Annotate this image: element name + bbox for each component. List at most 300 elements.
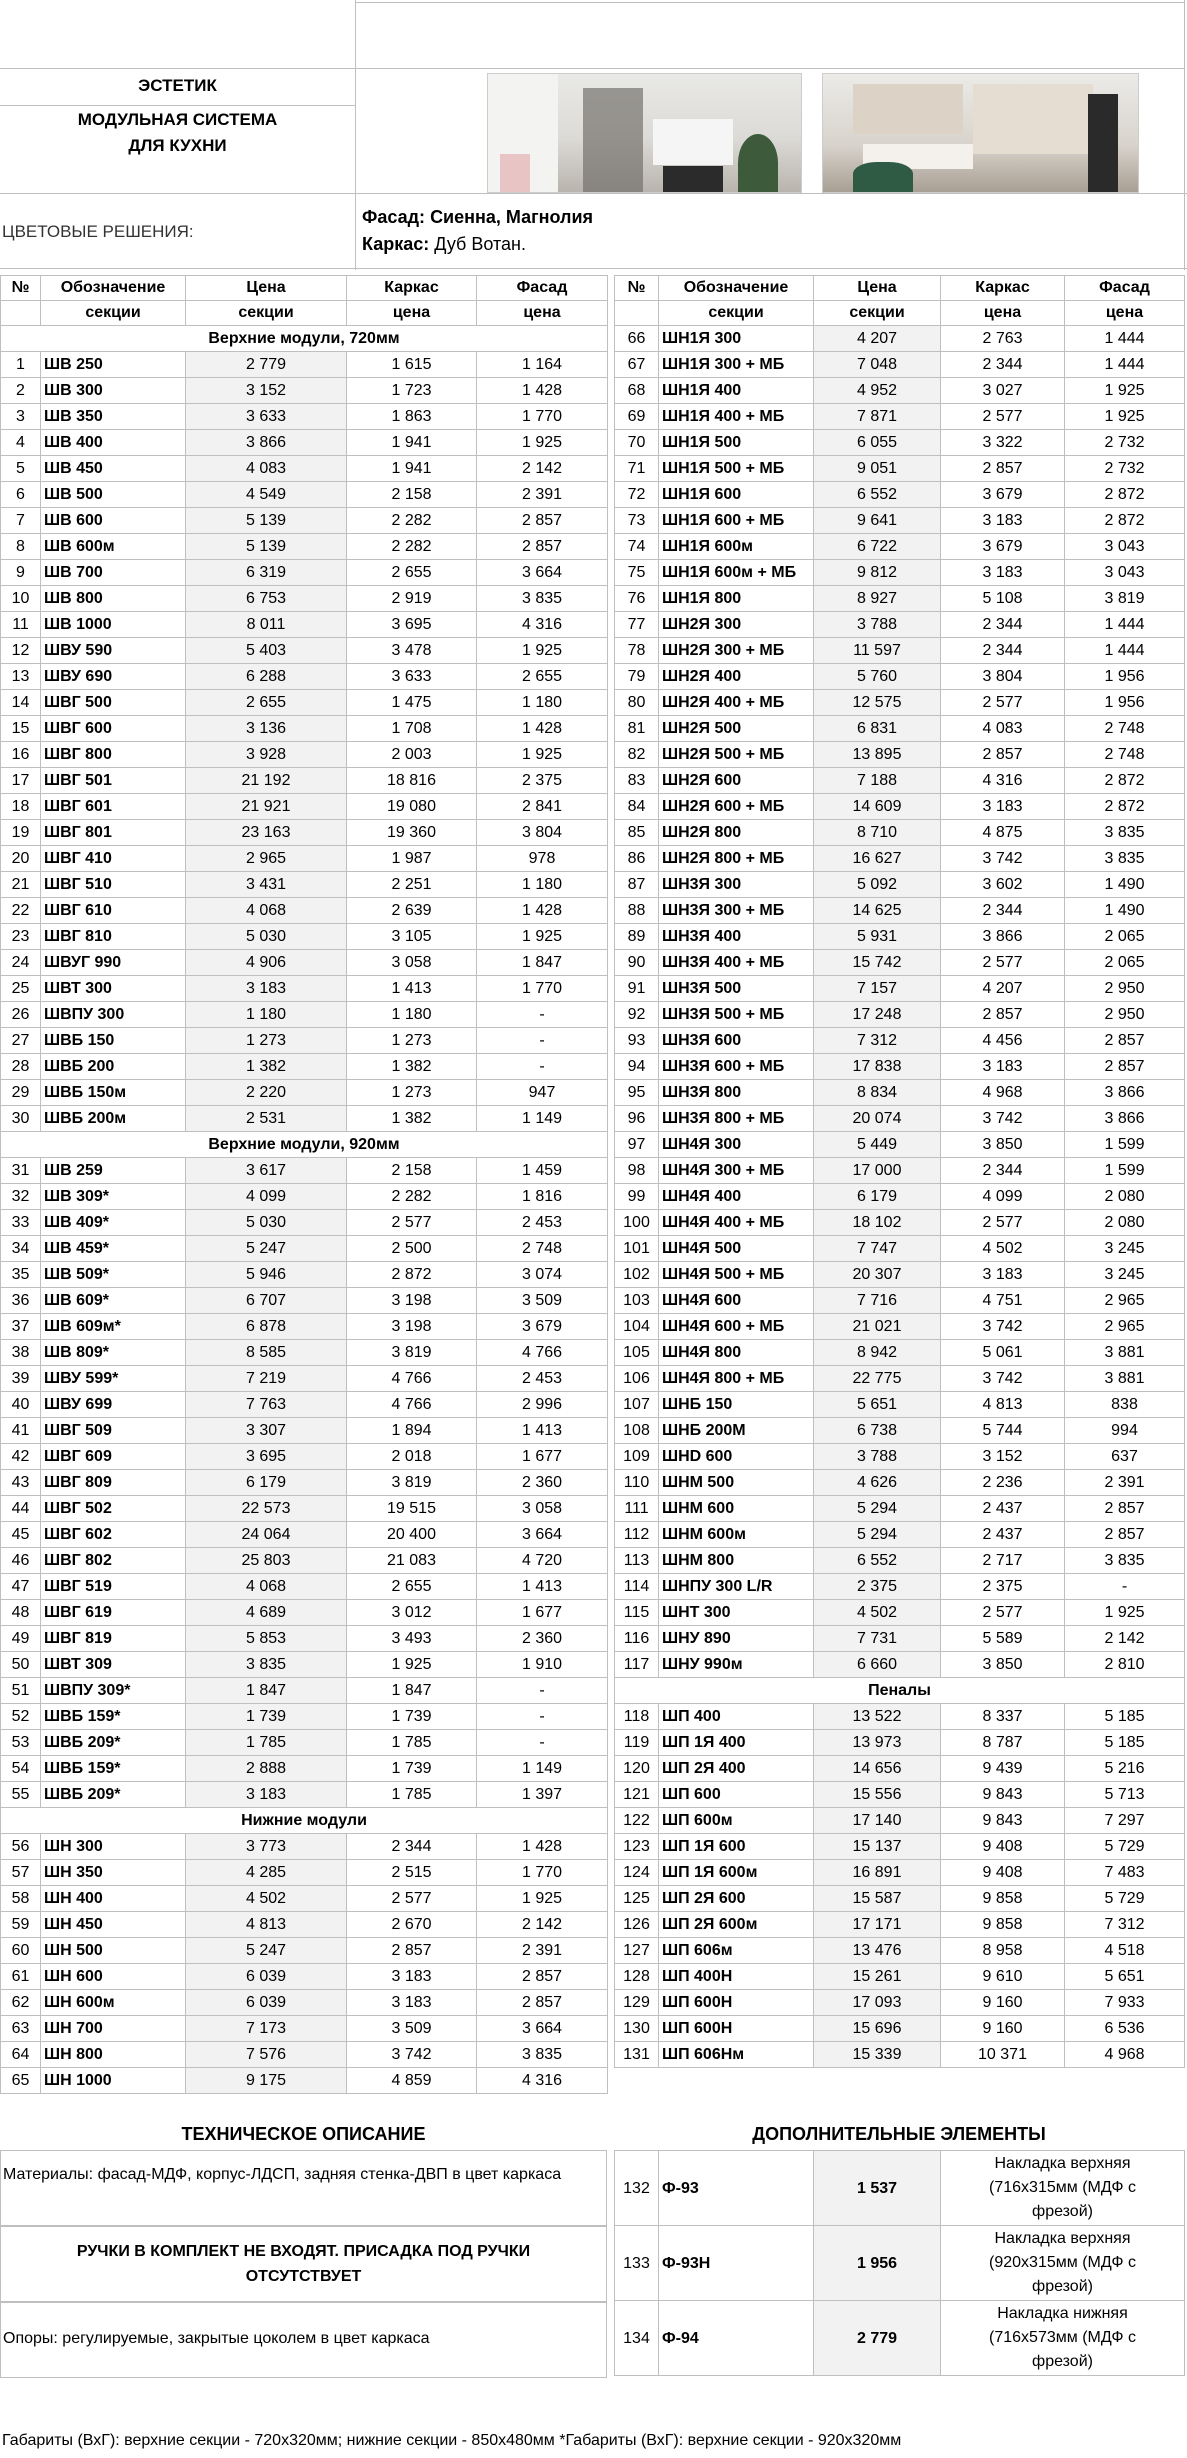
section-code: ШН2Я 300 + МБ — [659, 638, 814, 664]
row-number: 127 — [615, 1938, 659, 1964]
row-number: 49 — [1, 1626, 41, 1652]
facade-price: 2 655 — [477, 664, 608, 690]
section-price: 4 813 — [186, 1912, 347, 1938]
section-price: 6 660 — [814, 1652, 941, 1678]
section-price: 17 140 — [814, 1808, 941, 1834]
frame-price: 2 577 — [941, 950, 1065, 976]
section-title: Пеналы — [615, 1678, 1185, 1704]
table-row — [615, 1470, 1185, 1496]
table-row — [615, 1652, 1185, 1678]
row-number: 11 — [1, 612, 41, 638]
table-row — [615, 1704, 1185, 1730]
frame-price: 3 322 — [941, 430, 1065, 456]
table-row — [615, 638, 1185, 664]
section-price: 7 763 — [186, 1392, 347, 1418]
section-price: 6 831 — [814, 716, 941, 742]
frame-price: 3 198 — [347, 1288, 477, 1314]
frame-price: 1 615 — [347, 352, 477, 378]
section-price: 24 064 — [186, 1522, 347, 1548]
row-number: 58 — [1, 1886, 41, 1912]
extra-description-line: (716x315мм (МДФ с — [989, 2179, 1136, 2196]
frame-price: 3 742 — [941, 1106, 1065, 1132]
table-row — [1, 690, 608, 716]
section-price: 17 838 — [814, 1054, 941, 1080]
section-code: ШН2Я 800 — [659, 820, 814, 846]
section-code: ШП 1Я 400 — [659, 1730, 814, 1756]
section-code: ШВПУ 309* — [41, 1678, 186, 1704]
row-number: 67 — [615, 352, 659, 378]
header-facade: Фасад — [1065, 276, 1185, 301]
facade-price: 1 925 — [477, 742, 608, 768]
section-price: 22 775 — [814, 1366, 941, 1392]
section-price: 17 171 — [814, 1912, 941, 1938]
section-price: 11 597 — [814, 638, 941, 664]
row-number: 101 — [615, 1236, 659, 1262]
section-price: 21 021 — [814, 1314, 941, 1340]
table-row — [1, 1522, 608, 1548]
table-row — [1, 560, 608, 586]
row-number: 107 — [615, 1392, 659, 1418]
row-number: 54 — [1, 1756, 41, 1782]
facade-price: 1 490 — [1065, 872, 1185, 898]
facade-price: 1 444 — [1065, 352, 1185, 378]
section-code: ШВТ 309 — [41, 1652, 186, 1678]
facade-price: 3 866 — [1065, 1106, 1185, 1132]
table-row — [1, 950, 608, 976]
section-code: ШН1Я 800 — [659, 586, 814, 612]
extra-row — [615, 2151, 1185, 2226]
section-price: 2 965 — [186, 846, 347, 872]
section-code: ШН2Я 300 — [659, 612, 814, 638]
frame-price: 1 413 — [347, 976, 477, 1002]
row-number: 60 — [1, 1938, 41, 1964]
section-code: ШНD 600 — [659, 1444, 814, 1470]
facade-price: 2 965 — [1065, 1288, 1185, 1314]
row-number: 32 — [1, 1184, 41, 1210]
section-price: 9 051 — [814, 456, 941, 482]
frame-price: 2 515 — [347, 1860, 477, 1886]
table-row — [615, 1522, 1185, 1548]
facade-price: 3 835 — [477, 2042, 608, 2068]
price-table-right — [614, 275, 1185, 2068]
header-frame-2: цена — [941, 301, 1065, 326]
section-code: ШВУ 690 — [41, 664, 186, 690]
facade-price: - — [1065, 1574, 1185, 1600]
frame-price: 1 382 — [347, 1106, 477, 1132]
row-number: 106 — [615, 1366, 659, 1392]
frame-price: 1 987 — [347, 846, 477, 872]
section-code: ШВ 250 — [41, 352, 186, 378]
table-row — [615, 1184, 1185, 1210]
row-number: 5 — [1, 456, 41, 482]
section-code: ШП 400 — [659, 1704, 814, 1730]
frame-price: 4 751 — [941, 1288, 1065, 1314]
section-code: ШВУ 699 — [41, 1392, 186, 1418]
frame-price: 2 655 — [347, 560, 477, 586]
section-price: 4 068 — [186, 898, 347, 924]
section-code: ШВ 700 — [41, 560, 186, 586]
section-price: 7 048 — [814, 352, 941, 378]
frame-price: 4 099 — [941, 1184, 1065, 1210]
facade-price: 7 297 — [1065, 1808, 1185, 1834]
table-row — [615, 1288, 1185, 1314]
table-row — [615, 534, 1185, 560]
section-price: 17 248 — [814, 1002, 941, 1028]
section-price: 7 731 — [814, 1626, 941, 1652]
facade-price: 4 316 — [477, 2068, 608, 2094]
frame-label: Каркас: — [362, 234, 430, 254]
section-price: 5 294 — [814, 1496, 941, 1522]
section-code: ШВ 400 — [41, 430, 186, 456]
facade-price: 1 428 — [477, 1834, 608, 1860]
table-row — [615, 1106, 1185, 1132]
section-code: ШН1Я 600 — [659, 482, 814, 508]
table-row — [615, 1002, 1185, 1028]
section-code: ШН1Я 300 + МБ — [659, 352, 814, 378]
facade-price: 1 444 — [1065, 612, 1185, 638]
frame-price: 1 273 — [347, 1080, 477, 1106]
facade-price: 1 428 — [477, 716, 608, 742]
extra-price: 1 537 — [814, 2151, 941, 2226]
frame-price: 4 875 — [941, 820, 1065, 846]
section-price: 16 627 — [814, 846, 941, 872]
row-number: 86 — [615, 846, 659, 872]
facade-price: - — [477, 1002, 608, 1028]
frame-price: 2 577 — [347, 1210, 477, 1236]
table-row — [1, 352, 608, 378]
section-code: ШВ 300 — [41, 378, 186, 404]
table-row — [1, 1860, 608, 1886]
row-number: 110 — [615, 1470, 659, 1496]
section-price: 1 785 — [186, 1730, 347, 1756]
row-number: 40 — [1, 1392, 41, 1418]
section-code: ШН 450 — [41, 1912, 186, 1938]
row-number: 50 — [1, 1652, 41, 1678]
section-price: 3 633 — [186, 404, 347, 430]
section-code: ШН1Я 600м — [659, 534, 814, 560]
section-price: 5 931 — [814, 924, 941, 950]
header-price-2: секции — [814, 301, 941, 326]
facade-price: 2 142 — [477, 456, 608, 482]
section-price: 22 573 — [186, 1496, 347, 1522]
frame-price: 9 408 — [941, 1860, 1065, 1886]
table-row — [1, 898, 608, 924]
section-code: ШНПУ 300 L/R — [659, 1574, 814, 1600]
section-code: ШН 1000 — [41, 2068, 186, 2094]
frame-price: 4 859 — [347, 2068, 477, 2094]
frame-price: 2 872 — [347, 1262, 477, 1288]
frame-price: 3 152 — [941, 1444, 1065, 1470]
section-price: 4 502 — [186, 1886, 347, 1912]
row-number: 37 — [1, 1314, 41, 1340]
extra-description — [941, 2226, 1185, 2301]
section-code: ШВ 509* — [41, 1262, 186, 1288]
section-price: 8 710 — [814, 820, 941, 846]
table-row — [1, 1288, 608, 1314]
table-row — [615, 1392, 1185, 1418]
row-number: 104 — [615, 1314, 659, 1340]
facade-price: 2 065 — [1065, 950, 1185, 976]
table-row — [615, 794, 1185, 820]
header-price: Цена — [814, 276, 941, 301]
row-number: 120 — [615, 1756, 659, 1782]
row-number: 96 — [615, 1106, 659, 1132]
frame-price: 1 941 — [347, 430, 477, 456]
section-code: ШП 2Я 600 — [659, 1886, 814, 1912]
frame-price: 1 180 — [347, 1002, 477, 1028]
section-code: ШП 600Н — [659, 2016, 814, 2042]
frame-price: 3 183 — [941, 508, 1065, 534]
section-price: 8 585 — [186, 1340, 347, 1366]
table-row — [1, 378, 608, 404]
frame-price: 3 742 — [941, 1366, 1065, 1392]
table-row — [1, 2042, 608, 2068]
frame-price: 3 866 — [941, 924, 1065, 950]
table-row — [1, 1210, 608, 1236]
facade-price: 2 857 — [477, 508, 608, 534]
facade-price: 1 925 — [477, 638, 608, 664]
facade-price: 3 058 — [477, 1496, 608, 1522]
frame-price: 4 207 — [941, 976, 1065, 1002]
row-number: 21 — [1, 872, 41, 898]
facade-price: 1 428 — [477, 378, 608, 404]
frame-price: 2 763 — [941, 326, 1065, 352]
frame-price: 3 183 — [347, 1990, 477, 2016]
color-solutions-label: ЦВЕТОВЫЕ РЕШЕНИЯ: — [2, 222, 194, 241]
frame-price: 3 742 — [347, 2042, 477, 2068]
section-code: ШВБ 200 — [41, 1054, 186, 1080]
section-code: ШВ 809* — [41, 1340, 186, 1366]
extra-description-line: фрезой) — [1032, 2203, 1093, 2220]
frame-price: 1 382 — [347, 1054, 477, 1080]
header-facade: Фасад — [477, 276, 608, 301]
table-row — [1, 508, 608, 534]
section-code: ШВБ 159* — [41, 1704, 186, 1730]
section-code: ШП 1Я 600 — [659, 1834, 814, 1860]
frame-price: 2 857 — [941, 1002, 1065, 1028]
row-number: 95 — [615, 1080, 659, 1106]
row-number: 109 — [615, 1444, 659, 1470]
section-price: 21 192 — [186, 768, 347, 794]
row-number: 98 — [615, 1158, 659, 1184]
table-row — [1, 1236, 608, 1262]
row-number: 10 — [1, 586, 41, 612]
header-name: Обозначение — [41, 276, 186, 301]
facade-price: 2 857 — [477, 534, 608, 560]
section-code: ШВГ 802 — [41, 1548, 186, 1574]
row-number: 90 — [615, 950, 659, 976]
section-code: ШН 700 — [41, 2016, 186, 2042]
table-row — [1, 1678, 608, 1704]
facade-price: 2 857 — [477, 1964, 608, 1990]
price-table-left — [0, 275, 608, 2094]
facade-price: 3 043 — [1065, 560, 1185, 586]
section-price: 3 835 — [186, 1652, 347, 1678]
table-row — [615, 1912, 1185, 1938]
facade-price: 947 — [477, 1080, 608, 1106]
section-code: ШВГ 819 — [41, 1626, 186, 1652]
section-code: ШВГ 500 — [41, 690, 186, 716]
row-number: 42 — [1, 1444, 41, 1470]
frame-price: 3 183 — [941, 560, 1065, 586]
section-price: 3 307 — [186, 1418, 347, 1444]
section-price: 6 738 — [814, 1418, 941, 1444]
section-price: 16 891 — [814, 1860, 941, 1886]
section-code: ШВ 450 — [41, 456, 186, 482]
frame-price: 10 371 — [941, 2042, 1065, 2068]
section-code: ШН2Я 500 — [659, 716, 814, 742]
section-code: ШН2Я 600 — [659, 768, 814, 794]
section-price: 4 285 — [186, 1860, 347, 1886]
facade-price: - — [477, 1028, 608, 1054]
frame-price: 2 344 — [941, 898, 1065, 924]
section-code: ШН3Я 400 + МБ — [659, 950, 814, 976]
row-number: 88 — [615, 898, 659, 924]
section-code: ШП 2Я 600м — [659, 1912, 814, 1938]
frame-price: 2 003 — [347, 742, 477, 768]
section-row — [1, 1808, 608, 1834]
row-number: 41 — [1, 1418, 41, 1444]
header-name-2: секции — [659, 301, 814, 326]
row-number: 55 — [1, 1782, 41, 1808]
row-number: 115 — [615, 1600, 659, 1626]
frame-price: 2 670 — [347, 1912, 477, 1938]
table-row — [615, 1314, 1185, 1340]
section-code: ШНБ 150 — [659, 1392, 814, 1418]
frame-price: 2 344 — [941, 638, 1065, 664]
table-row — [615, 404, 1185, 430]
facade-price: 1 925 — [1065, 378, 1185, 404]
row-number: 45 — [1, 1522, 41, 1548]
section-price: 4 906 — [186, 950, 347, 976]
facade-price: 2 360 — [477, 1470, 608, 1496]
frame-price: 1 863 — [347, 404, 477, 430]
row-number: 87 — [615, 872, 659, 898]
row-number: 91 — [615, 976, 659, 1002]
section-price: 20 307 — [814, 1262, 941, 1288]
section-code: ШВУГ 990 — [41, 950, 186, 976]
frame-price: 9 160 — [941, 2016, 1065, 2042]
facade-price: 2 732 — [1065, 456, 1185, 482]
section-code: ШВБ 150м — [41, 1080, 186, 1106]
table-row — [615, 846, 1185, 872]
table-row — [615, 508, 1185, 534]
facade-price: 6 536 — [1065, 2016, 1185, 2042]
section-code: ШН3Я 800 — [659, 1080, 814, 1106]
row-number: 52 — [1, 1704, 41, 1730]
row-number: 17 — [1, 768, 41, 794]
section-code: ШН3Я 500 — [659, 976, 814, 1002]
section-price: 3 431 — [186, 872, 347, 898]
section-code: ШН1Я 400 + МБ — [659, 404, 814, 430]
section-code: ШВ 459* — [41, 1236, 186, 1262]
facade-price: 1 599 — [1065, 1158, 1185, 1184]
section-code: ШВ 609м* — [41, 1314, 186, 1340]
row-number: 26 — [1, 1002, 41, 1028]
table-row — [615, 820, 1185, 846]
facade-price: - — [477, 1730, 608, 1756]
facade-price: 2 872 — [1065, 482, 1185, 508]
section-price: 5 030 — [186, 1210, 347, 1236]
row-number: 70 — [615, 430, 659, 456]
section-price: 15 261 — [814, 1964, 941, 1990]
facade-price: 3 835 — [1065, 820, 1185, 846]
section-code: ШН1Я 600м + МБ — [659, 560, 814, 586]
facade-price: 3 835 — [477, 586, 608, 612]
frame-price: 2 577 — [941, 1210, 1065, 1236]
facade-price: 4 316 — [477, 612, 608, 638]
section-price: 15 587 — [814, 1886, 941, 1912]
section-price: 3 788 — [814, 612, 941, 638]
section-code: ШН3Я 600 + МБ — [659, 1054, 814, 1080]
section-code: ШВГ 519 — [41, 1574, 186, 1600]
facade-price: 3 804 — [477, 820, 608, 846]
section-price: 3 866 — [186, 430, 347, 456]
extra-number: 132 — [615, 2151, 659, 2226]
section-price: 3 152 — [186, 378, 347, 404]
facade-price: 5 651 — [1065, 1964, 1185, 1990]
table-row — [615, 690, 1185, 716]
row-number: 131 — [615, 2042, 659, 2068]
section-title: Нижние модули — [1, 1808, 608, 1834]
table-row — [615, 1340, 1185, 1366]
section-price: 4 099 — [186, 1184, 347, 1210]
facade-price: 2 080 — [1065, 1184, 1185, 1210]
facade-price: 1 459 — [477, 1158, 608, 1184]
table-row — [1, 1080, 608, 1106]
facade-price: 1 847 — [477, 950, 608, 976]
frame-price: 8 787 — [941, 1730, 1065, 1756]
section-price: 6 552 — [814, 1548, 941, 1574]
table-row — [615, 1938, 1185, 1964]
row-number: 38 — [1, 1340, 41, 1366]
section-code: ШП 600м — [659, 1808, 814, 1834]
section-code: ШВГ 809 — [41, 1470, 186, 1496]
section-code: ШВ 800 — [41, 586, 186, 612]
section-price: 7 312 — [814, 1028, 941, 1054]
row-number: 29 — [1, 1080, 41, 1106]
facade-price: 3 664 — [477, 2016, 608, 2042]
frame-price: 2 639 — [347, 898, 477, 924]
extra-description-line: фрезой) — [1032, 2353, 1093, 2370]
frame-price: 2 158 — [347, 1158, 477, 1184]
facade-price: 2 453 — [477, 1366, 608, 1392]
section-code: ШН1Я 300 — [659, 326, 814, 352]
table-row — [615, 768, 1185, 794]
table-row — [615, 1496, 1185, 1522]
section-code: ШВГ 800 — [41, 742, 186, 768]
facade-price: 2 391 — [477, 482, 608, 508]
section-price: 5 853 — [186, 1626, 347, 1652]
facade-price: 1 599 — [1065, 1132, 1185, 1158]
section-price: 13 895 — [814, 742, 941, 768]
frame-price: 21 083 — [347, 1548, 477, 1574]
row-number: 100 — [615, 1210, 659, 1236]
section-price: 2 655 — [186, 690, 347, 716]
kitchen-photo-1 — [487, 73, 802, 193]
table-row — [1, 1366, 608, 1392]
table-row — [1, 1054, 608, 1080]
section-code: ШВГ 509 — [41, 1418, 186, 1444]
section-title: Верхние модули, 720мм — [1, 326, 608, 352]
section-price: 7 157 — [814, 976, 941, 1002]
row-number: 128 — [615, 1964, 659, 1990]
facade-price: 994 — [1065, 1418, 1185, 1444]
table-row — [615, 1626, 1185, 1652]
section-code: ШП 600Н — [659, 1990, 814, 2016]
table-row — [615, 1080, 1185, 1106]
table-row — [1, 976, 608, 1002]
